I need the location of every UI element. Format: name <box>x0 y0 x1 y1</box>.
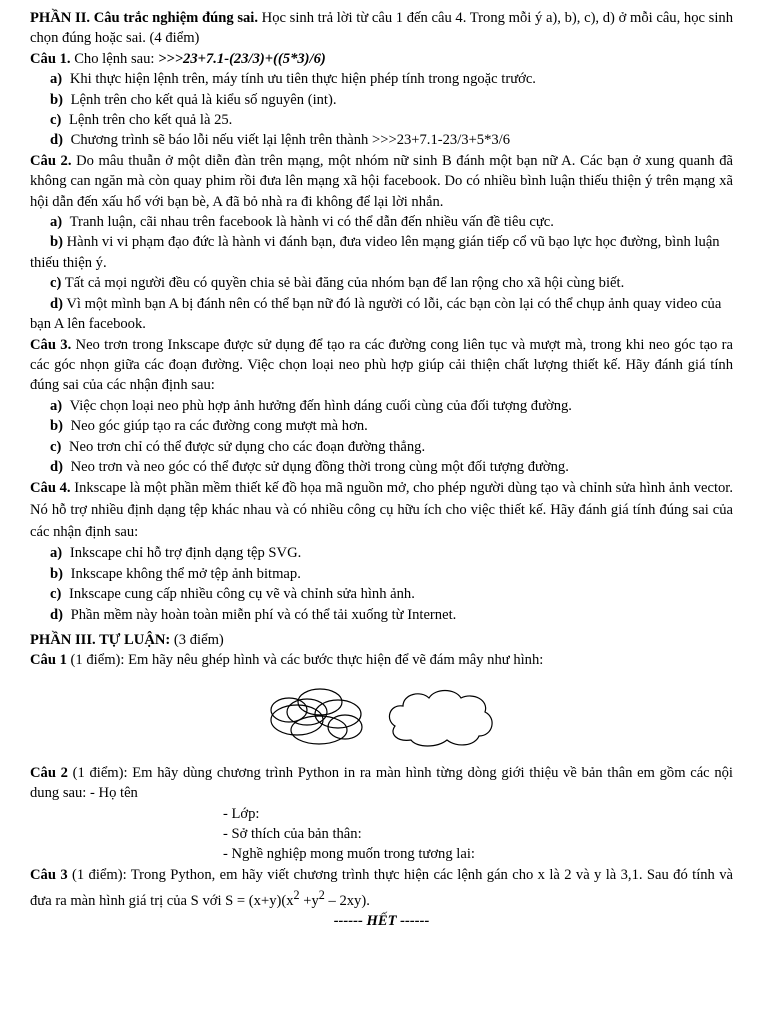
option-text: Chương trình sẽ báo lỗi nếu viết lại lệnh trên thành >>>23+7.1-23/3+5*3/6 <box>70 132 511 149</box>
q1-stem <box>30 49 733 69</box>
end-marker: ------ HẾT ------ <box>333 913 430 930</box>
q2-option-a <box>30 212 733 232</box>
q3-text: Neo trơn trong Inkscape được sử dụng để tạo ra các đường cong liên tục và mượt mà, trong khi neo góc tạo ra các góc nhọn giữa các đoạn đường. Việc chọn loại neo phù hợp giúp cải thiện chất lượng thiết kế. Hãy đánh giá tính đúng sai của các nhận định sau: <box>30 336 733 394</box>
option-key: c) <box>50 275 62 292</box>
essay3-stem <box>30 865 733 912</box>
option-text: Lệnh trên cho kết quả là 25. <box>69 112 233 129</box>
q1-option-d <box>30 130 733 150</box>
q3-option-b <box>30 416 733 436</box>
q2-stem <box>30 151 733 212</box>
option-key: c) <box>50 112 62 129</box>
q2-option-b <box>30 232 733 273</box>
option-text: Inkscape chỉ hỗ trợ định dạng tệp SVG. <box>69 545 302 562</box>
essay1-label: Câu 1 <box>30 652 67 669</box>
essay1-stem <box>30 650 733 670</box>
essay2-label: Câu 2 <box>30 764 68 781</box>
option-text: Neo trơn và neo góc có thể được sử dụng đồng thời trong cùng một đối tượng đường. <box>70 458 569 475</box>
q1-code: >>>23+7.1-(23/3)+((5*3)/6) <box>158 50 326 67</box>
essay3-text-mid: +y <box>299 893 319 910</box>
option-text: Khi thực hiện lệnh trên, máy tính ưu tiên thực hiện phép tính trong ngoặc trước. <box>69 71 536 88</box>
option-text: Tất cả mọi người đều có quyền chia sẻ bài đăng của nhóm bạn để lan rộng cho xã hội cùng biết. <box>64 275 625 292</box>
option-text: Hành vi vi phạm đạo đức là hành vi đánh bạn, đưa video lên mạng gián tiếp cổ vũ bạo lực học đường, bình luận thiếu thiện ý. <box>30 234 720 271</box>
essay2-item-name: - Họ tên <box>90 785 138 802</box>
part2-intro <box>30 8 733 49</box>
essay1-text: (1 điểm): Em hãy nêu ghép hình và các bước thực hiện để vẽ đám mây như hình: <box>66 652 544 669</box>
essay2-item-hobby: - Sở thích của bản thân: <box>223 826 362 842</box>
q3-stem <box>30 335 733 396</box>
option-key: c) <box>50 586 62 603</box>
q4-text: Inkscape là một phần mềm thiết kế đồ họa mã nguồn mở, cho phép người dùng tạo và chỉnh sửa hình ảnh vector. Nó hỗ trợ nhiều định dạng tệp khác nhau và có nhiều công cụ hữu ích cho việc thiết kế. Hãy đánh giá tính đúng sai của các nhận định sau: <box>30 480 733 541</box>
option-text: Neo góc giúp tạo ra các đường cong mượt mà hơn. <box>70 418 368 435</box>
q1-label: Câu 1. <box>30 50 71 67</box>
option-key: c) <box>50 438 62 455</box>
option-text: Neo trơn chỉ có thể được sử dụng cho các đoạn đường thẳng. <box>69 438 426 455</box>
essay2-item-class: - Lớp: <box>223 805 260 822</box>
q3-label: Câu 3. <box>30 336 72 353</box>
q4-stem <box>30 477 733 543</box>
option-text: Inkscape cung cấp nhiều công cụ vẽ và chỉnh sửa hình ảnh. <box>69 586 415 603</box>
option-key: a) <box>50 397 63 414</box>
exponent: 2 <box>293 888 300 903</box>
part3-points: (3 điểm) <box>170 631 224 648</box>
part2-intro-text: Học sinh trả lời từ câu 1 đến câu 4. Trong mỗi ý a), b), c), d) ở mỗi câu, học sinh chọn đúng hoặc sai. (4 điểm) <box>30 10 733 47</box>
option-key: a) <box>50 545 63 562</box>
q2-label: Câu 2. <box>30 152 72 169</box>
option-key: d) <box>50 606 63 623</box>
option-key: d) <box>50 295 63 312</box>
q4-option-b <box>30 564 733 584</box>
cloud-shape-image <box>381 680 499 756</box>
q4-option-d <box>30 605 733 625</box>
essay2-stem <box>30 763 733 804</box>
q2-option-c <box>30 273 733 293</box>
q4-option-c <box>30 584 733 604</box>
option-key: d) <box>50 458 63 475</box>
option-key: d) <box>50 132 63 149</box>
part3-heading-line <box>30 630 733 650</box>
q3-option-a <box>30 396 733 416</box>
option-text: Việc chọn loại neo phù hợp ảnh hưởng đến hình dáng cuối cùng của đối tượng đường. <box>69 397 572 414</box>
option-key: a) <box>50 214 63 231</box>
option-text: Inkscape không thể mở tệp ảnh bitmap. <box>70 565 301 582</box>
option-key: b) <box>50 234 63 251</box>
essay2-item-career: - Nghề nghiệp mong muốn trong tương lai: <box>223 846 475 863</box>
option-key: a) <box>50 71 63 88</box>
q4-label: Câu 4. <box>30 480 71 497</box>
cloud-figure <box>30 677 733 759</box>
option-text: Lệnh trên cho kết quả là kiểu số nguyên (int). <box>70 91 337 108</box>
essay3-text: (1 điểm): Trong Python, em hãy viết chương trình thực hiện các lệnh gán cho x là 2 và y là 3,1. Sau đó tính và đưa ra màn hình giá trị của S với S = (x+y)(x <box>30 866 733 910</box>
overlapping-ellipses-image <box>265 680 369 756</box>
q1-option-a <box>30 69 733 89</box>
q3-option-d <box>30 457 733 477</box>
option-key: b) <box>50 91 63 108</box>
part3-heading: PHẦN III. TỰ LUẬN: <box>30 631 171 648</box>
q1-option-b <box>30 90 733 110</box>
q2-option-d <box>30 294 733 335</box>
option-text: Phần mềm này hoàn toàn miễn phí và có thể tải xuống từ Internet. <box>70 606 457 623</box>
q1-option-c <box>30 110 733 130</box>
essay2-text: (1 điểm): Em hãy dùng chương trình Python in ra màn hình từng dòng giới thiệu về bản thân em gồm các nội dung sau: <box>30 764 733 802</box>
option-text: Vì một mình bạn A bị đánh nên có thể bạn nữ đó là người có lỗi, các bạn còn lại có thể chụp ảnh quay video của bạn A lên facebook. <box>30 295 722 333</box>
q4-option-a <box>30 543 733 563</box>
part2-heading: PHẦN II. Câu trắc nghiệm đúng sai. <box>30 10 258 26</box>
q3-option-c <box>30 437 733 457</box>
option-key: b) <box>50 418 63 435</box>
exponent: 2 <box>318 888 325 903</box>
option-key: b) <box>50 565 63 582</box>
q2-text: Do mâu thuẫn ở một diễn đàn trên mạng, một nhóm nữ sinh B đánh một bạn nữ A. Các bạn ở xung quanh đã không can ngăn mà còn quay phim rồi đưa lên mạng xã hội facebook. Do có nhiều bình luận thiếu thiện ý trên mạng xã hội dẫn đến xấu hổ với bạn bè, A đã bỏ nhà ra đi không để lại lời nhắn. <box>30 152 734 210</box>
essay3-text-end: – 2xy). <box>324 893 370 910</box>
essay3-label: Câu 3 <box>30 866 68 883</box>
option-text: Tranh luận, cãi nhau trên facebook là hành vi có thể dẫn đến nhiều vấn đề tiêu cực. <box>69 214 554 231</box>
q1-text: Cho lệnh sau: <box>70 50 159 67</box>
